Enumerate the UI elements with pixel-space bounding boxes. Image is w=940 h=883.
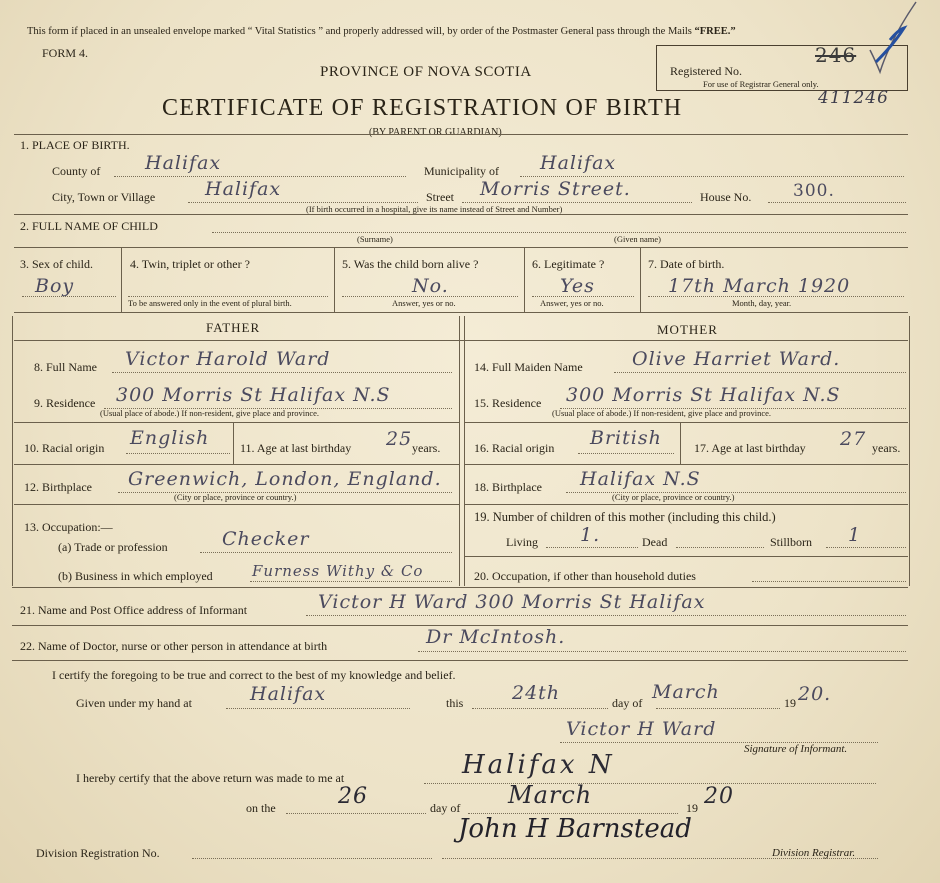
mother-occupation-label: 20. Occupation, if other than household duties: [474, 569, 696, 583]
birth-date-label: 7. Date of birth.: [648, 257, 725, 271]
father-birthplace-value: Greenwich, London, England.: [128, 468, 442, 490]
legitimate-note: Answer, yes or no.: [540, 298, 604, 308]
living-value: 1.: [580, 524, 601, 546]
mother-name-value: Olive Harriet Ward.: [632, 348, 841, 370]
place-heading: 1. PLACE OF BIRTH.: [20, 138, 130, 152]
day-of-label: day of: [612, 696, 643, 710]
informant-signature-label: Signature of Informant.: [744, 743, 848, 755]
divider-top: [14, 134, 908, 135]
certify-line: I certify the foregoing to be true and correct to the best of my knowledge and belief.: [52, 668, 456, 682]
municipality-label: Municipality of: [424, 164, 499, 178]
informant-label: 21. Name and Post Office address of Informant: [20, 603, 248, 617]
living-label: Living: [506, 535, 538, 549]
informant-signature: Victor H Ward: [566, 718, 717, 740]
registrar-place-value: Halifax N: [462, 750, 615, 780]
twin-note: To be answered only in the event of plural birth.: [128, 298, 292, 308]
father-racial-value: English: [130, 427, 210, 449]
county-label: County of: [52, 164, 101, 178]
mother-age-label: 17. Age at last birthday: [694, 441, 806, 455]
birth-date-value: 17th March 1920: [668, 275, 851, 297]
father-birthplace-label: 12. Birthplace: [24, 480, 92, 494]
given-month-value: March: [652, 681, 720, 703]
municipality-value: Halifax: [540, 152, 617, 174]
birth-date-note: Month, day, year.: [732, 298, 792, 308]
given-label: Given under my hand at: [76, 696, 192, 710]
registrar-use-note: For use of Registrar General only.: [703, 79, 819, 89]
father-years-label: years.: [412, 441, 441, 455]
father-age-value: 25: [386, 428, 413, 450]
this-label: this: [446, 696, 464, 710]
mother-heading: MOTHER: [657, 322, 718, 337]
given-year-value: 20.: [798, 683, 832, 705]
given-day-value: 24th: [512, 682, 561, 704]
registered-number: 246: [815, 43, 857, 67]
stamp-number: 411246: [818, 88, 889, 108]
city-label: City, Town or Village: [52, 190, 156, 204]
father-birthplace-note: (City or place, province or country.): [174, 492, 297, 502]
registered-label: Registered No.: [670, 64, 742, 78]
father-racial-label: 10. Racial origin: [24, 441, 105, 455]
mail-notice: This form if placed in an unsealed envelope marked “ Vital Statistics ” and properly addressed will, by order of the Postmaster General pass through the Mails “FREE.”: [27, 26, 736, 37]
division-registration-label: Division Registration No.: [36, 846, 160, 860]
surname-note: (Surname): [357, 234, 393, 244]
mother-residence-value: 300 Morris St Halifax N.S: [566, 384, 841, 406]
registrar-year-value: 20: [704, 784, 734, 809]
mother-birthplace-value: Halifax N.S: [580, 468, 701, 490]
father-name-value: Victor Harold Ward: [125, 348, 331, 370]
alive-label: 5. Was the child born alive ?: [342, 257, 479, 271]
registrar-day-of-label: day of: [430, 801, 461, 815]
registrar-certify-line: I hereby certify that the above return was made to me at: [76, 771, 345, 785]
trade-label: (a) Trade or profession: [58, 540, 168, 554]
mother-birthplace-label: 18. Birthplace: [474, 480, 542, 494]
alive-value: No.: [412, 275, 449, 297]
mother-birthplace-note: (City or place, province or country.): [612, 492, 735, 502]
subtitle: (BY PARENT OR GUARDIAN): [369, 127, 502, 138]
father-residence-note: (Usual place of abode.) If non-resident, give place and province.: [100, 408, 320, 418]
division-registrar-label: Division Registrar.: [772, 847, 856, 859]
children-count-label: 19. Number of children of this mother (including this child.): [474, 510, 776, 524]
mother-years-label: years.: [872, 441, 901, 455]
street-value: Morris Street.: [480, 178, 631, 200]
doctor-label: 22. Name of Doctor, nurse or other person in attendance at birth: [20, 639, 328, 653]
stillborn-value: 1: [848, 524, 862, 546]
county-value: Halifax: [145, 152, 222, 174]
mother-residence-note: (Usual place of abode.) If non-resident, give place and province.: [552, 408, 772, 418]
form-number: FORM 4.: [42, 46, 89, 60]
given-place-value: Halifax: [250, 683, 327, 705]
sex-label: 3. Sex of child.: [20, 257, 93, 271]
street-label: Street: [426, 190, 454, 204]
trade-value: Checker: [222, 528, 310, 550]
doctor-value: Dr McIntosh.: [426, 626, 566, 648]
year-prefix: 19: [784, 696, 796, 710]
city-value: Halifax: [205, 178, 282, 200]
page-title: CERTIFICATE OF REGISTRATION OF BIRTH: [162, 95, 683, 121]
father-age-label: 11. Age at last birthday: [240, 441, 352, 455]
father-residence-label: 9. Residence: [34, 396, 96, 410]
father-residence-value: 300 Morris St Halifax N.S: [116, 384, 391, 406]
registrar-month-value: March: [508, 781, 593, 809]
mother-racial-value: British: [590, 427, 662, 449]
registrar-day-value: 26: [338, 784, 368, 809]
mother-name-label: 14. Full Maiden Name: [474, 360, 583, 374]
occupation-label: 13. Occupation:—: [24, 520, 113, 534]
mother-age-value: 27: [840, 428, 867, 450]
legitimate-label: 6. Legitimate ?: [532, 257, 605, 271]
legitimate-value: Yes: [560, 275, 595, 297]
stillborn-label: Stillborn: [770, 535, 813, 549]
on-the-label: on the: [246, 801, 276, 815]
check-mark-icon: [860, 0, 930, 80]
sex-value: Boy: [35, 275, 75, 297]
father-heading: FATHER: [206, 320, 261, 335]
mother-residence-label: 15. Residence: [474, 396, 542, 410]
twin-label: 4. Twin, triplet or other ?: [130, 257, 250, 271]
house-label: House No.: [700, 190, 752, 204]
mother-racial-label: 16. Racial origin: [474, 441, 555, 455]
registrar-signature: John H Barnstead: [458, 814, 692, 844]
given-name-note: (Given name): [614, 234, 661, 244]
alive-note: Answer, yes or no.: [392, 298, 456, 308]
father-name-label: 8. Full Name: [34, 360, 97, 374]
business-value: Furness Withy & Co: [252, 562, 424, 580]
house-value: 300.: [793, 181, 835, 201]
province-heading: PROVINCE OF NOVA SCOTIA: [320, 64, 532, 80]
informant-value: Victor H Ward 300 Morris St Halifax: [318, 591, 706, 613]
dead-label: Dead: [642, 535, 668, 549]
registrar-year-prefix: 19: [686, 801, 698, 815]
child-name-label: 2. FULL NAME OF CHILD: [20, 219, 158, 233]
business-label: (b) Business in which employed: [58, 569, 213, 583]
hospital-note: (If birth occurred in a hospital, give its name instead of Street and Number): [306, 204, 563, 214]
